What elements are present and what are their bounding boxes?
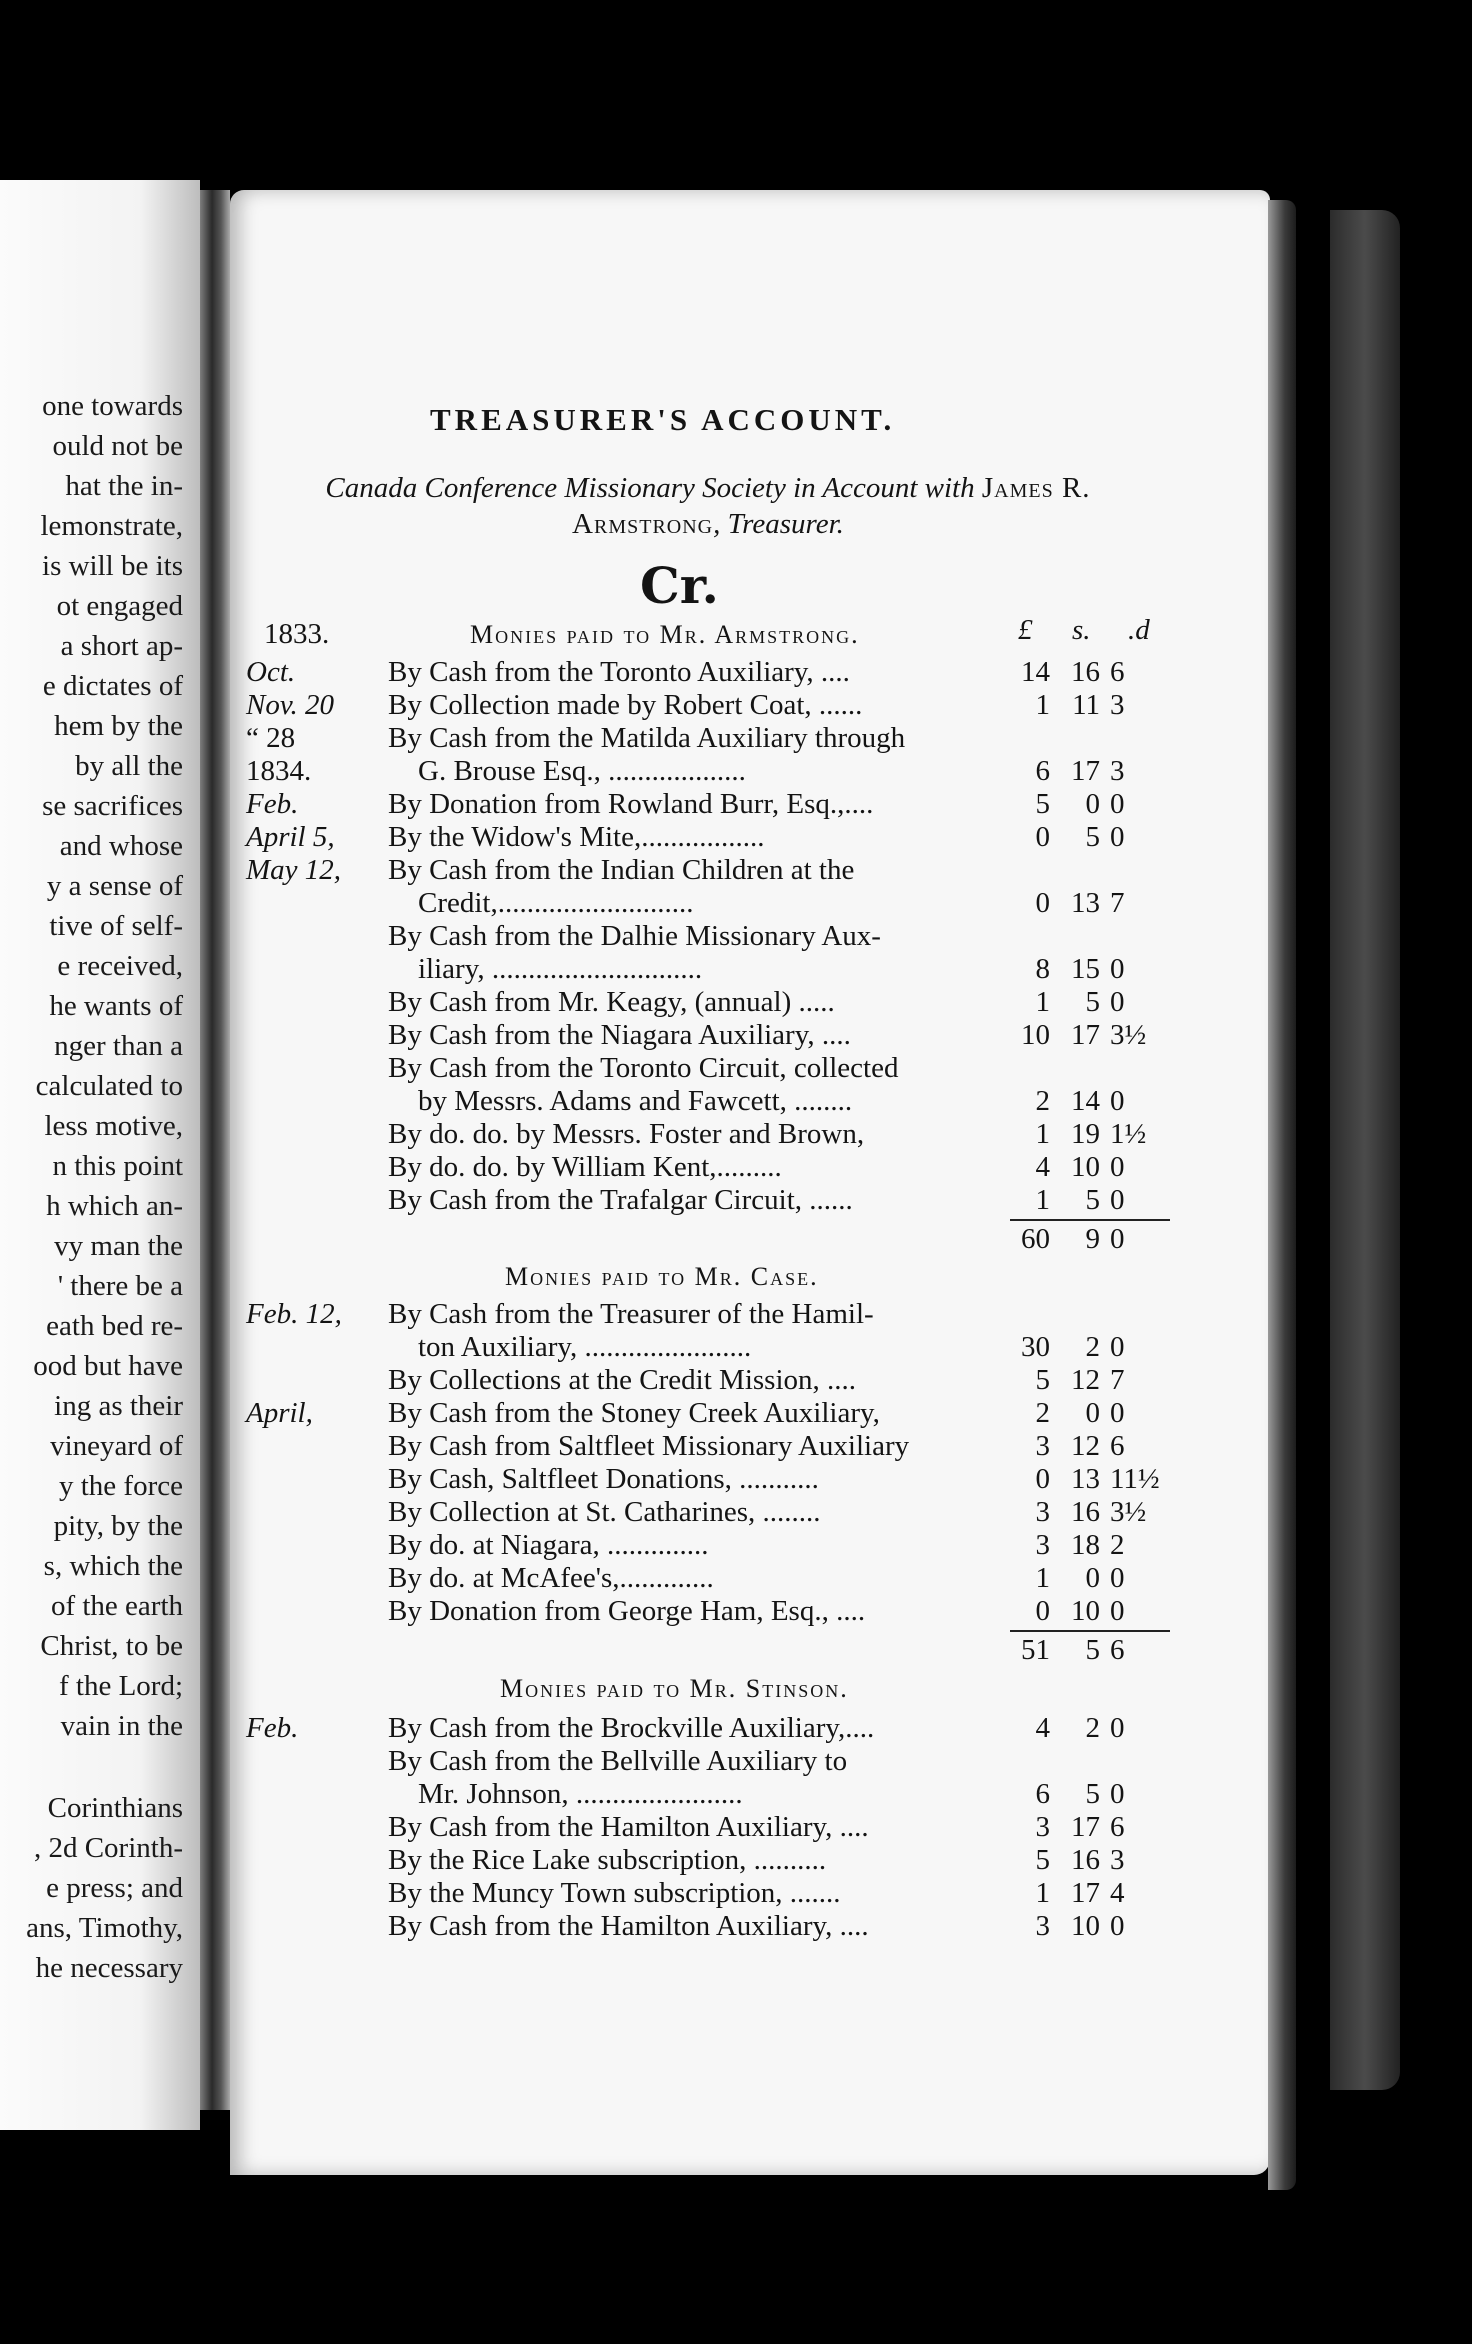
- entry-date: April,: [246, 1397, 313, 1429]
- amount-pounds: 1: [1035, 1877, 1050, 1909]
- amount-pence: 2: [1110, 1529, 1125, 1561]
- entry-description: By Donation from Rowland Burr, Esq.,....: [388, 788, 874, 820]
- subtitle-part1: Canada Conference Missionary Society in Account with: [325, 472, 982, 504]
- entry-description: By Collections at the Credit Mission, ....: [388, 1364, 857, 1396]
- amount-pounds: 10: [1021, 1019, 1050, 1051]
- total-pounds: 60: [1021, 1223, 1050, 1255]
- left-page-line: f the Lord;: [58, 1670, 183, 1702]
- pounds-column-header: £: [1018, 614, 1033, 646]
- amount-shillings: 2: [1085, 1331, 1100, 1363]
- amount-shillings: 10: [1071, 1151, 1100, 1183]
- amount-pounds: 5: [1035, 1844, 1050, 1876]
- entry-date: April 5,: [246, 821, 335, 853]
- left-page-line: ould not be: [52, 430, 183, 462]
- amount-pence: 0: [1110, 953, 1125, 985]
- amount-pounds: 5: [1035, 1364, 1050, 1396]
- left-page-line: e received,: [57, 950, 183, 982]
- left-page-line: ood but have: [33, 1350, 183, 1382]
- amount-shillings: 2: [1085, 1712, 1100, 1744]
- entry-description: ton Auxiliary, .......................: [418, 1331, 752, 1363]
- amount-shillings: 10: [1071, 1595, 1100, 1627]
- amount-pence: 6: [1110, 1811, 1125, 1843]
- amount-pounds: 4: [1035, 1712, 1050, 1744]
- entry-description: By Cash, Saltfleet Donations, ...........: [388, 1463, 819, 1495]
- left-page-line: he wants of: [49, 990, 183, 1022]
- amount-shillings: 5: [1085, 1184, 1100, 1216]
- amount-shillings: 0: [1085, 1397, 1100, 1429]
- amount-pounds: 1: [1035, 1562, 1050, 1594]
- amount-pounds: 1: [1035, 1118, 1050, 1150]
- page-title: TREASURER'S ACCOUNT.: [430, 402, 896, 437]
- entry-description: By Cash from the Trafalgar Circuit, ......: [388, 1184, 853, 1216]
- entry-description: By Cash from the Treasurer of the Hamil-: [388, 1298, 874, 1330]
- entry-description: By Cash from the Hamilton Auxiliary, ....: [388, 1910, 869, 1942]
- total-pence: 0: [1110, 1223, 1125, 1255]
- amount-shillings: 12: [1071, 1430, 1100, 1462]
- left-page-line: Christ, to be: [40, 1630, 183, 1662]
- left-page-line: se sacrifices: [42, 790, 183, 822]
- amount-pounds: 6: [1035, 755, 1050, 787]
- pence-column-header: .d: [1128, 614, 1150, 646]
- entry-description: By Cash from the Bellville Auxiliary to: [388, 1745, 848, 1777]
- amount-shillings: 13: [1071, 887, 1100, 919]
- amount-pence: 0: [1110, 1151, 1125, 1183]
- entry-description: By Cash from the Stoney Creek Auxiliary,: [388, 1397, 880, 1429]
- entry-description: Credit,...........................: [418, 887, 694, 919]
- total-shillings: 9: [1085, 1223, 1100, 1255]
- amount-pounds: 0: [1035, 887, 1050, 919]
- entry-description: By Cash from the Brockville Auxiliary,....: [388, 1712, 875, 1744]
- entry-description: G. Brouse Esq., ...................: [418, 755, 746, 787]
- left-page-line: calculated to: [35, 1070, 183, 1102]
- amount-pence: 11½: [1110, 1463, 1160, 1495]
- amount-shillings: 5: [1085, 821, 1100, 853]
- entry-description: By Cash from the Matilda Auxiliary through: [388, 722, 906, 754]
- amount-pounds: 14: [1021, 656, 1050, 688]
- amount-pence: 3: [1110, 689, 1125, 721]
- amount-pence: 0: [1110, 1910, 1125, 1942]
- entry-date: “ 28: [246, 722, 296, 754]
- amount-pounds: 30: [1021, 1331, 1050, 1363]
- entry-description: By Collection at St. Catharines, ........: [388, 1496, 821, 1528]
- total-pounds: 51: [1021, 1634, 1050, 1666]
- entry-description: By the Muncy Town subscription, .......: [388, 1877, 841, 1909]
- amount-shillings: 16: [1071, 656, 1100, 688]
- amount-shillings: 11: [1072, 689, 1100, 721]
- total-pence: 6: [1110, 1634, 1125, 1666]
- left-page-line: ing as their: [54, 1390, 183, 1422]
- left-page-line: y a sense of: [46, 870, 183, 902]
- entry-description: By do. do. by Messrs. Foster and Brown,: [388, 1118, 865, 1150]
- left-page-line: Corinthians: [47, 1792, 183, 1824]
- entry-description: by Messrs. Adams and Fawcett, ........: [418, 1085, 853, 1117]
- amount-pence: 0: [1110, 1397, 1125, 1429]
- amount-pounds: 1: [1035, 689, 1050, 721]
- amount-shillings: 17: [1071, 1019, 1100, 1051]
- left-page-line: less motive,: [44, 1110, 183, 1142]
- amount-pence: 6: [1110, 656, 1125, 688]
- amount-pence: 0: [1110, 1595, 1125, 1627]
- book-cover-edge: [1330, 210, 1400, 2090]
- amount-pounds: 0: [1035, 821, 1050, 853]
- entry-date: Feb. 12,: [246, 1298, 342, 1330]
- amount-shillings: 0: [1085, 1562, 1100, 1594]
- entry-description: By do. do. by William Kent,.........: [388, 1151, 782, 1183]
- amount-pounds: 3: [1035, 1529, 1050, 1561]
- amount-shillings: 17: [1071, 1811, 1100, 1843]
- amount-shillings: 18: [1071, 1529, 1100, 1561]
- entry-description: By Cash from the Hamilton Auxiliary, ....: [388, 1811, 869, 1843]
- amount-pence: 0: [1110, 1085, 1125, 1117]
- amount-shillings: 10: [1071, 1910, 1100, 1942]
- amount-pounds: 3: [1035, 1811, 1050, 1843]
- amount-pounds: 2: [1035, 1085, 1050, 1117]
- entry-description: iliary, .............................: [418, 953, 703, 985]
- amount-shillings: 12: [1071, 1364, 1100, 1396]
- amount-pounds: 3: [1035, 1430, 1050, 1462]
- left-page-line: n this point: [52, 1150, 183, 1182]
- entry-description: By the Widow's Mite,.................: [388, 821, 765, 853]
- amount-pounds: 2: [1035, 1397, 1050, 1429]
- section-heading: Monies paid to Mr. Stinson.: [500, 1674, 849, 1703]
- amount-pence: 0: [1110, 1331, 1125, 1363]
- amount-pounds: 1: [1035, 1184, 1050, 1216]
- amount-pence: 0: [1110, 1778, 1125, 1810]
- amount-pounds: 1: [1035, 986, 1050, 1018]
- subtitle-part2: , Treasurer.: [713, 508, 844, 540]
- left-page: [0, 180, 200, 2130]
- amount-shillings: 5: [1085, 1778, 1100, 1810]
- entry-date: May 12,: [246, 854, 342, 886]
- entry-description: By Donation from George Ham, Esq., ....: [388, 1595, 866, 1627]
- entry-date: Feb.: [246, 1712, 299, 1744]
- amount-pence: 6: [1110, 1430, 1125, 1462]
- amount-pounds: 0: [1035, 1463, 1050, 1495]
- entry-description: By do. at Niagara, ..............: [388, 1529, 709, 1561]
- amount-pounds: 3: [1035, 1496, 1050, 1528]
- amount-pence: 3: [1110, 755, 1125, 787]
- left-page-line: ' there be a: [57, 1270, 183, 1302]
- amount-shillings: 13: [1071, 1463, 1100, 1495]
- left-page-line: by all the: [75, 750, 183, 782]
- amount-pounds: 5: [1035, 788, 1050, 820]
- entry-date: 1834.: [246, 755, 312, 787]
- entry-date: Feb.: [246, 788, 299, 820]
- shillings-column-header: s.: [1072, 614, 1091, 646]
- left-page-line: e press; and: [46, 1872, 183, 1904]
- amount-pence: 0: [1110, 788, 1125, 820]
- left-page-line: he necessary: [35, 1952, 183, 1984]
- left-page-line: hem by the: [54, 710, 183, 742]
- left-page-line: vain in the: [60, 1710, 183, 1742]
- left-page-line: a short ap-: [60, 630, 183, 662]
- entry-description: By Cash from the Toronto Auxiliary, ....: [388, 656, 850, 688]
- total-rule: [1010, 1219, 1170, 1221]
- amount-pence: 3½: [1110, 1496, 1147, 1528]
- left-page-line: eath bed re-: [46, 1310, 183, 1342]
- left-page-line: tive of self-: [49, 910, 183, 942]
- amount-pounds: 0: [1035, 1595, 1050, 1627]
- amount-pounds: 4: [1035, 1151, 1050, 1183]
- entry-description: By do. at McAfee's,.............: [388, 1562, 714, 1594]
- entry-date: Oct.: [246, 656, 296, 688]
- amount-shillings: 14: [1071, 1085, 1100, 1117]
- amount-shillings: 16: [1071, 1496, 1100, 1528]
- left-page-line: hat the in-: [65, 470, 183, 502]
- left-page-line: e dictates of: [42, 670, 183, 702]
- amount-pounds: 3: [1035, 1910, 1050, 1942]
- amount-shillings: 0: [1085, 788, 1100, 820]
- entry-description: By Cash from Saltfleet Missionary Auxiliary: [388, 1430, 910, 1462]
- section-heading: Monies paid to Mr. Case.: [505, 1262, 819, 1291]
- left-page-line: nger than a: [54, 1030, 183, 1062]
- amount-pounds: 8: [1035, 953, 1050, 985]
- amount-shillings: 15: [1071, 953, 1100, 985]
- amount-pence: 0: [1110, 1562, 1125, 1594]
- total-shillings: 5: [1085, 1634, 1100, 1666]
- page-edge: [1268, 200, 1296, 2190]
- left-page-line: vineyard of: [50, 1430, 183, 1462]
- credit-heading: Cr.: [640, 556, 719, 615]
- total-rule: [1010, 1630, 1170, 1632]
- entry-date: Nov. 20: [246, 689, 335, 721]
- left-page-line: y the force: [59, 1470, 183, 1502]
- amount-shillings: 19: [1071, 1118, 1100, 1150]
- left-page-line: pity, by the: [53, 1510, 183, 1542]
- amount-pence: 0: [1110, 1712, 1125, 1744]
- amount-pence: 0: [1110, 821, 1125, 853]
- year-1833: 1833.: [264, 618, 330, 650]
- amount-pence: 7: [1110, 887, 1125, 919]
- amount-pounds: 6: [1035, 1778, 1050, 1810]
- amount-pence: 7: [1110, 1364, 1125, 1396]
- amount-pence: 4: [1110, 1877, 1125, 1909]
- amount-shillings: 17: [1071, 755, 1100, 787]
- amount-shillings: 17: [1071, 1877, 1100, 1909]
- section-heading: Monies paid to Mr. Armstrong.: [470, 620, 860, 649]
- left-page-line: h which an-: [46, 1190, 183, 1222]
- amount-pence: 0: [1110, 986, 1125, 1018]
- left-page-line: vy man the: [54, 1230, 183, 1262]
- entry-description: By Cash from Mr. Keagy, (annual) .....: [388, 986, 835, 1018]
- amount-pence: 3½: [1110, 1019, 1147, 1051]
- entry-description: By Cash from the Dalhie Missionary Aux-: [388, 920, 881, 952]
- amount-pence: 0: [1110, 1184, 1125, 1216]
- entry-description: By Cash from the Niagara Auxiliary, ....: [388, 1019, 851, 1051]
- left-page-line: ans, Timothy,: [26, 1912, 183, 1944]
- book-gutter: [200, 190, 230, 2110]
- amount-shillings: 5: [1085, 986, 1100, 1018]
- entry-description: By Cash from the Indian Children at the: [388, 854, 855, 886]
- entry-description: By Collection made by Robert Coat, ......: [388, 689, 863, 721]
- amount-shillings: 16: [1071, 1844, 1100, 1876]
- left-page-line: lemonstrate,: [40, 510, 183, 542]
- left-page-line: is will be its: [42, 550, 183, 582]
- left-page-line: s, which the: [43, 1550, 183, 1582]
- left-page-line: ot engaged: [56, 590, 183, 622]
- left-page-line: , 2d Corinth-: [33, 1832, 183, 1864]
- left-page-line: one towards: [42, 390, 183, 422]
- treasurer-name: James R. Armstrong: [572, 472, 1091, 540]
- left-page-line: and whose: [59, 830, 183, 862]
- amount-pence: 1½: [1110, 1118, 1147, 1150]
- account-subtitle: [248, 470, 1168, 542]
- entry-description: Mr. Johnson, .......................: [418, 1778, 743, 1810]
- amount-pence: 3: [1110, 1844, 1125, 1876]
- entry-description: By Cash from the Toronto Circuit, collected: [388, 1052, 899, 1084]
- left-page-line: of the earth: [50, 1590, 183, 1622]
- entry-description: By the Rice Lake subscription, ..........: [388, 1844, 827, 1876]
